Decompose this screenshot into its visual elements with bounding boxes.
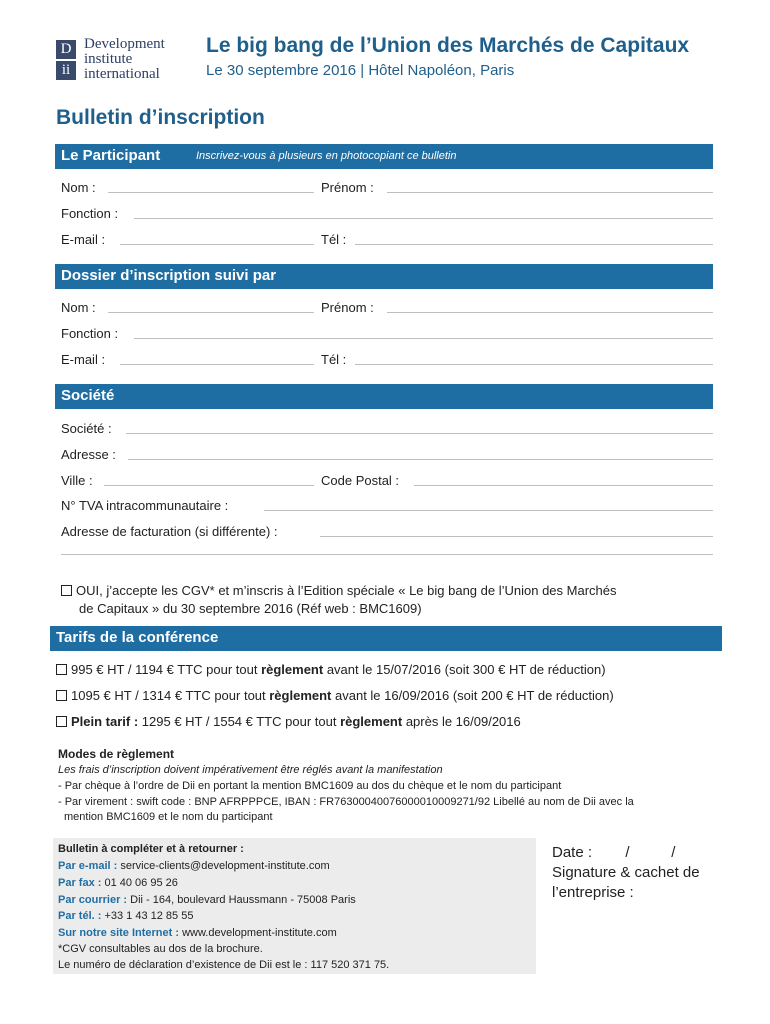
dossier-fonction-label: Fonction : bbox=[61, 326, 119, 341]
societe-code-postal-field[interactable] bbox=[414, 485, 713, 486]
participant-fonction-field[interactable] bbox=[134, 218, 713, 219]
return-cgv: *CGV consultables au dos de la brochure. bbox=[58, 943, 263, 955]
tarif-option-3-text: 1295 € HT / 1554 € TTC pour tout bbox=[138, 714, 341, 729]
return-email-key: Par e-mail : bbox=[58, 860, 118, 872]
societe-facturation-label: Adresse de facturation (si différente) : bbox=[61, 524, 278, 539]
modes-line-3: mention BMC1609 et le nom du participant bbox=[64, 811, 273, 823]
societe-name-field[interactable] bbox=[126, 433, 713, 434]
societe-adresse-label: Adresse : bbox=[61, 447, 116, 462]
return-email-value[interactable]: service-clients@development-institute.com bbox=[117, 860, 330, 872]
signature-label-1: Signature & cachet de bbox=[552, 864, 700, 881]
section-participant-header bbox=[55, 144, 713, 169]
consent-line-1: OUI, j’accepte les CGV* et m’inscris à l’Edition spéciale « Le big bang de l’Union des Marchés bbox=[76, 583, 617, 598]
participant-nom-label: Nom : bbox=[61, 180, 96, 195]
modes-note: Les frais d’inscription doivent impérativement être réglés avant la manifestation bbox=[58, 764, 443, 776]
societe-ville-field[interactable] bbox=[104, 485, 314, 486]
dossier-email-label: E-mail : bbox=[61, 352, 106, 367]
tarif-option-2-text-end: avant le 16/09/2016 (soit 200 € HT de réduction) bbox=[331, 688, 614, 703]
dossier-tel-label: Tél : bbox=[321, 352, 347, 367]
section-societe-title: Société bbox=[61, 387, 115, 404]
consent-checkbox-row[interactable] bbox=[61, 583, 616, 598]
logo-line-1: Development bbox=[84, 36, 165, 52]
date-field[interactable]: Date : / / bbox=[552, 844, 676, 861]
section-participant-note: Inscrivez-vous à plusieurs en photocopiant ce bulletin bbox=[196, 150, 457, 162]
return-declaration: Le numéro de déclaration d’existence de Dii est le : 117 520 371 75. bbox=[58, 959, 390, 971]
return-courrier-key: Par courrier : bbox=[58, 894, 128, 906]
logo-letter-ii: ii bbox=[56, 61, 76, 80]
section-dossier-title: Dossier d’inscription suivi par bbox=[61, 267, 277, 284]
tarif-option-2-bold: règlement bbox=[269, 688, 332, 703]
return-fax bbox=[58, 877, 178, 889]
tarif-option-3[interactable] bbox=[56, 714, 521, 729]
consent-line-2: de Capitaux » du 30 septembre 2016 (Réf web : BMC1609) bbox=[79, 601, 422, 616]
societe-ville-label: Ville : bbox=[61, 473, 93, 488]
signature-area bbox=[552, 843, 700, 903]
logo-mark bbox=[56, 40, 76, 80]
participant-email-label: E-mail : bbox=[61, 232, 106, 247]
event-title: Le big bang de l’Union des Marchés de Capitaux bbox=[206, 34, 690, 57]
tarif-option-3-text-end: après le 16/09/2016 bbox=[402, 714, 521, 729]
return-tel-key: Par tél. : bbox=[58, 910, 102, 922]
participant-nom-field[interactable] bbox=[108, 192, 314, 193]
return-web-key: Sur notre site Internet : bbox=[58, 927, 180, 939]
dossier-prenom-label: Prénom : bbox=[321, 300, 374, 315]
participant-prenom-field[interactable] bbox=[387, 192, 713, 193]
tarif-option-3-bold: règlement bbox=[340, 714, 403, 729]
tarif-option-2-checkbox[interactable] bbox=[56, 690, 67, 701]
signature-label-2: l’entreprise : bbox=[552, 884, 634, 901]
return-web-value[interactable]: www.development-institute.com bbox=[179, 927, 337, 939]
return-tel-value: +33 1 43 12 85 55 bbox=[101, 910, 194, 922]
tarif-option-2-text: 1095 € HT / 1314 € TTC pour tout bbox=[71, 688, 270, 703]
tarif-option-1-text: 995 € HT / 1194 € TTC pour tout bbox=[71, 662, 262, 677]
return-fax-key: Par fax : bbox=[58, 877, 102, 889]
tarif-option-1-text-end: avant le 15/07/2016 (soit 300 € HT de réduction) bbox=[323, 662, 606, 677]
societe-name-label: Société : bbox=[61, 421, 112, 436]
return-info-box bbox=[53, 838, 536, 974]
modes-line-1: - Par chèque à l’ordre de Dii en portant la mention BMC1609 au dos du chèque et le nom du participant bbox=[58, 780, 562, 792]
return-courrier-value: Dii - 164, boulevard Haussmann - 75008 Paris bbox=[127, 894, 356, 906]
modes-title: Modes de règlement bbox=[58, 747, 175, 761]
societe-adresse-field[interactable] bbox=[128, 459, 713, 460]
participant-tel-field[interactable] bbox=[355, 244, 713, 245]
dossier-tel-field[interactable] bbox=[355, 364, 713, 365]
page-title: Bulletin d’inscription bbox=[56, 106, 265, 129]
tarif-option-2[interactable] bbox=[56, 688, 614, 703]
return-courrier bbox=[58, 894, 356, 906]
section-tarifs-title: Tarifs de la conférence bbox=[56, 629, 219, 646]
dossier-prenom-field[interactable] bbox=[387, 312, 713, 313]
section-participant-title: Le Participant bbox=[61, 147, 161, 164]
event-subtitle: Le 30 septembre 2016 | Hôtel Napoléon, Paris bbox=[206, 62, 515, 79]
section-tarifs-header bbox=[50, 626, 722, 651]
societe-tva-field[interactable] bbox=[264, 510, 713, 511]
societe-facturation-field-2[interactable] bbox=[61, 554, 713, 555]
logo-letter-d: D bbox=[56, 40, 76, 59]
societe-tva-label: N° TVA intracommunautaire : bbox=[61, 498, 229, 513]
societe-facturation-field[interactable] bbox=[320, 536, 713, 537]
return-web bbox=[58, 927, 337, 939]
consent-checkbox[interactable] bbox=[61, 585, 72, 596]
tarif-option-1-checkbox[interactable] bbox=[56, 664, 67, 675]
modes-line-2: - Par virement : swift code : BNP AFRPPPCE, IBAN : FR7630004007600001000927​1/92 Libellé au nom de Dii avec la bbox=[58, 796, 634, 808]
dossier-fonction-field[interactable] bbox=[134, 338, 713, 339]
tarif-option-3-checkbox[interactable] bbox=[56, 716, 67, 727]
participant-email-field[interactable] bbox=[120, 244, 314, 245]
tarif-option-3-lead: Plein tarif : bbox=[71, 714, 139, 729]
participant-prenom-label: Prénom : bbox=[321, 180, 374, 195]
dossier-nom-label: Nom : bbox=[61, 300, 96, 315]
logo-line-2: institute bbox=[84, 51, 133, 67]
logo-line-3: international bbox=[84, 66, 160, 82]
return-title: Bulletin à compléter et à retourner : bbox=[58, 843, 244, 855]
section-societe-header bbox=[55, 384, 713, 409]
tarif-option-1[interactable] bbox=[56, 662, 606, 677]
participant-tel-label: Tél : bbox=[321, 232, 347, 247]
return-email bbox=[58, 860, 330, 872]
participant-fonction-label: Fonction : bbox=[61, 206, 119, 221]
tarif-option-1-bold: règlement bbox=[261, 662, 324, 677]
dossier-nom-field[interactable] bbox=[108, 312, 314, 313]
section-dossier-header bbox=[55, 264, 713, 289]
logo-text bbox=[84, 37, 165, 82]
dossier-email-field[interactable] bbox=[120, 364, 314, 365]
return-tel bbox=[58, 910, 193, 922]
return-fax-value: 01 40 06 95 26 bbox=[101, 877, 178, 889]
societe-code-postal-label: Code Postal : bbox=[321, 473, 400, 488]
